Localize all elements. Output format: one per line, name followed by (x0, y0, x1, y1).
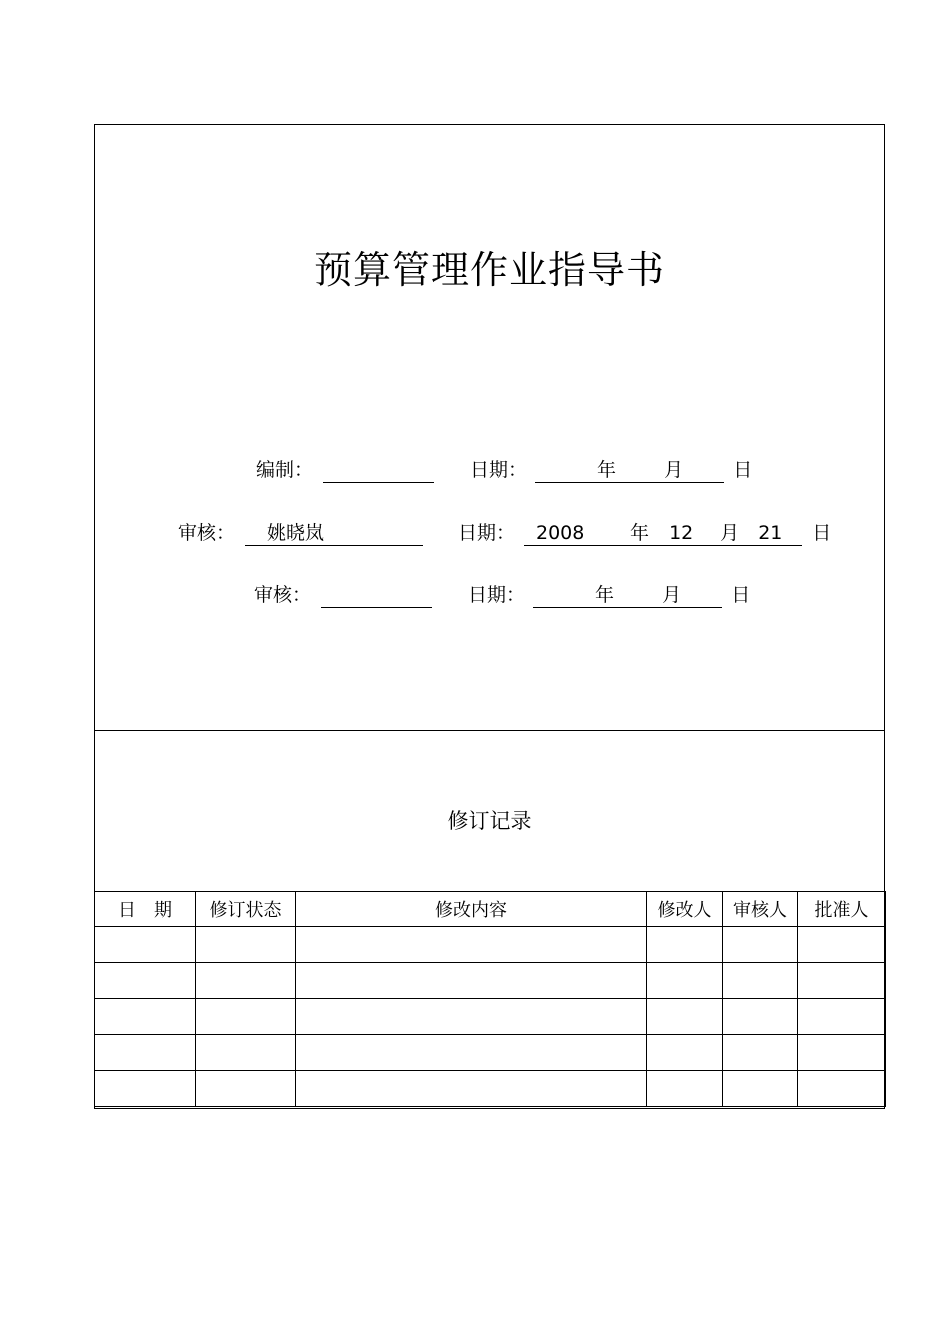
document-frame (94, 124, 885, 1109)
header-change-content: 修改内容 (296, 892, 647, 927)
reviewer-name: 姚晓岚 (267, 522, 325, 544)
date-values-review-2: 年 月 日 (595, 584, 751, 606)
review-year: 2008 (536, 522, 585, 544)
compiler-field (323, 456, 434, 483)
review-month: 12 (669, 522, 694, 544)
header-date: 日 期 (95, 892, 196, 927)
sign-row-review-2: 审核： (254, 584, 312, 606)
sign-row-review-1 (178, 519, 235, 547)
table-row (95, 963, 886, 999)
date-label-compile: 日期： (470, 459, 528, 481)
table-row (95, 927, 886, 963)
header-reviewer: 审核人 (723, 892, 798, 927)
date-label-review-1: 日期： (458, 522, 516, 544)
date-values-review-1: 2008 年 12 月 21 日 (536, 519, 831, 547)
revision-record-title: 修订记录 (447, 809, 532, 833)
header-revision-status: 修订状态 (196, 892, 296, 927)
date-label-review-2: 日期： (468, 584, 526, 606)
reviewer-label: 审核： (178, 522, 236, 544)
cover-section (95, 125, 884, 731)
review-day: 21 (758, 522, 783, 544)
header-approver: 批准人 (798, 892, 886, 927)
table-row (95, 999, 886, 1035)
reviewer-2-field (321, 581, 432, 608)
reviewer-field (245, 519, 423, 546)
date-values-compile: 年 月 日 (597, 459, 753, 481)
table-row (95, 1035, 886, 1071)
document-title: 预算管理作业指导书 (313, 248, 665, 292)
table-header-row (95, 892, 886, 927)
header-modifier: 修改人 (647, 892, 723, 927)
table-row (95, 1071, 886, 1107)
revision-table (94, 891, 886, 1107)
sign-row-compile (256, 456, 313, 484)
compiler-label: 编制： (256, 459, 314, 481)
